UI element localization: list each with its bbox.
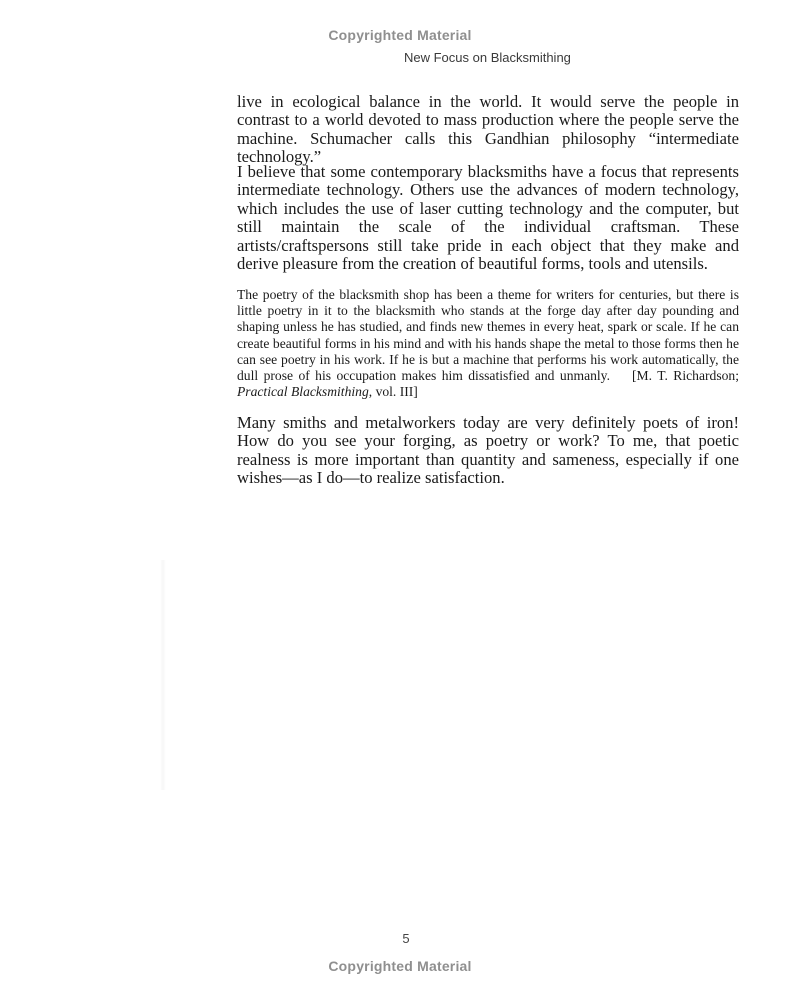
page-gutter-shadow [160,560,166,790]
citation-title: Practical Blacksmithing [237,384,369,400]
paragraph-3 [237,414,739,488]
paragraph-1-text: live in ecological balance in the world. It would serve the people in contrast to a world devoted to mass production where the people serve the machine. Schumacher calls this Gandhian philosophy “intermediate technology.” [237,92,739,167]
paragraph-2 [237,163,739,273]
citation-close: , vol. III] [368,384,418,400]
paragraph-3-text: Many smiths and metalworkers today are very definitely poets of iron! How do you see your forging, as poetry or work? To me, that poetic realness is more important than quantity and sameness, especially if one wishes—as I do—to realize satisfaction. [237,413,739,488]
quote-body: The poetry of the blacksmith shop has been a theme for writers for centuries, but there is little poetry in it to the blacksmith who stands at the forge day after day pounding and shaping unless he has studied, and finds new themes in every heat, spark or scale. If he can create beautiful forms in his mind and with his hands shape the metal to those forms then he can see poetry in his work. If he is but a machine that performs his work automatically, the dull prose of his occupation makes him dissatisfied and unmanly. [237,287,739,384]
page-number: 5 [402,931,410,946]
paragraph-1 [237,93,739,167]
watermark-bottom: Copyrighted Material [328,958,472,974]
block-quote [237,287,739,400]
block-quote-text [237,287,739,400]
paragraph-2-text: I believe that some contemporary blacksmiths have a focus that represents intermediate technology. Others use the advances of modern technology, which includes the use of laser cutting technology and the computer, but still maintain the scale of the individual craftsman. These artists/craftspersons still take pride in each object that they make and derive pleasure from the creation of beautiful forms, tools and utensils. [237,162,739,274]
watermark-top: Copyrighted Material [328,27,472,43]
running-head: New Focus on Blacksmithing [404,50,571,65]
citation-open: [M. T. Richardson; [632,368,739,384]
